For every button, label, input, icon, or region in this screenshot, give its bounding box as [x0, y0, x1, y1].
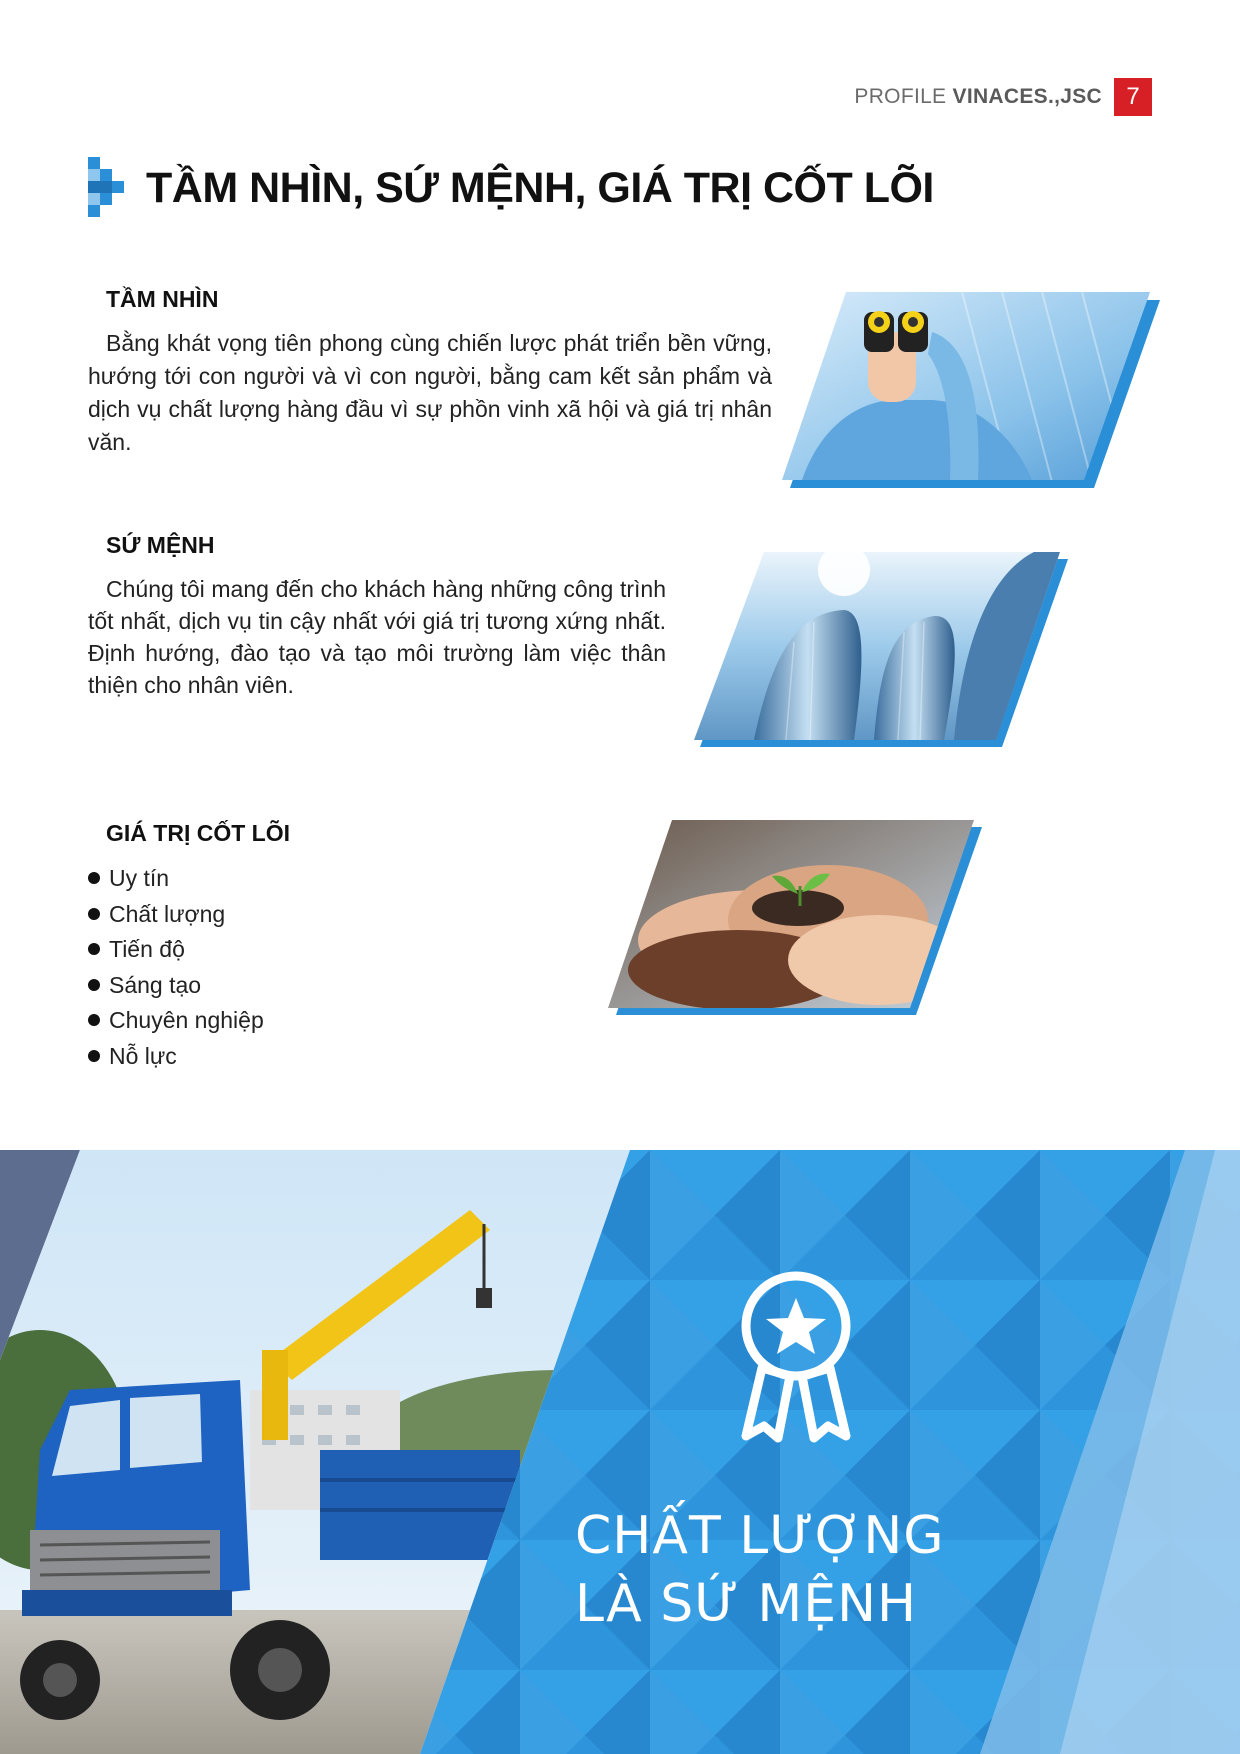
list-item: Nỗ lực — [88, 1039, 488, 1075]
list-item: Chất lượng — [88, 897, 488, 933]
vision-heading: TẦM NHÌN — [106, 286, 219, 312]
page-title: TẦM NHÌN, SỨ MỆNH, GIÁ TRỊ CỐT LÕI — [146, 163, 934, 212]
list-item: Chuyên nghiệp — [88, 1003, 488, 1039]
banner-background — [0, 1150, 1240, 1754]
section-title — [88, 152, 934, 224]
mission-section — [88, 532, 666, 701]
mission-text: Chúng tôi mang đến cho khách hàng những công trình tốt nhất, dịch vụ tin cậy nhất với giá trị tương xứng nhất. Định hướng, đào tạo và tạo môi trường làm việc thân thiện cho nhân viên. — [88, 576, 666, 698]
quality-banner — [0, 1150, 1240, 1754]
mission-heading: SỨ MỆNH — [106, 532, 215, 558]
banner-line-2: LÀ SỨ MỆNH — [575, 1574, 918, 1634]
vision-section — [88, 286, 772, 459]
bullet-icon — [88, 943, 100, 955]
binoculars-photo — [782, 292, 1160, 488]
values-heading: GIÁ TRỊ CỐT LÕI — [106, 820, 290, 846]
seedling-hands-photo — [608, 820, 982, 1015]
skyscrapers-photo — [694, 552, 1068, 747]
values-list — [88, 861, 488, 1074]
vision-text: Bằng khát vọng tiên phong cùng chiến lược phát triển bền vững, hướng tới con người và vì con người, bằng cam kết sản phẩm và dịch vụ chất lượng hàng đầu vì sự phồn vinh xã hội và giá trị nhân văn. — [88, 330, 772, 455]
bullet-icon — [88, 979, 100, 991]
bullet-icon — [88, 1050, 100, 1062]
banner-line-1: CHẤT LƯỢNG — [575, 1506, 945, 1566]
header-label: PROFILE VINACES.,JSC — [854, 85, 1102, 108]
values-section — [88, 820, 488, 1074]
page-number-badge: 7 — [1114, 78, 1152, 116]
bullet-icon — [88, 908, 100, 920]
banner-slogan — [575, 1502, 945, 1638]
title-chevron-icon — [88, 152, 132, 224]
list-item: Uy tín — [88, 861, 488, 897]
list-item: Tiến độ — [88, 932, 488, 968]
header-brand: VINACES.,JSC — [952, 85, 1102, 108]
bullet-icon — [88, 872, 100, 884]
bullet-icon — [88, 1014, 100, 1026]
list-item: Sáng tạo — [88, 968, 488, 1004]
page-header — [854, 78, 1152, 116]
